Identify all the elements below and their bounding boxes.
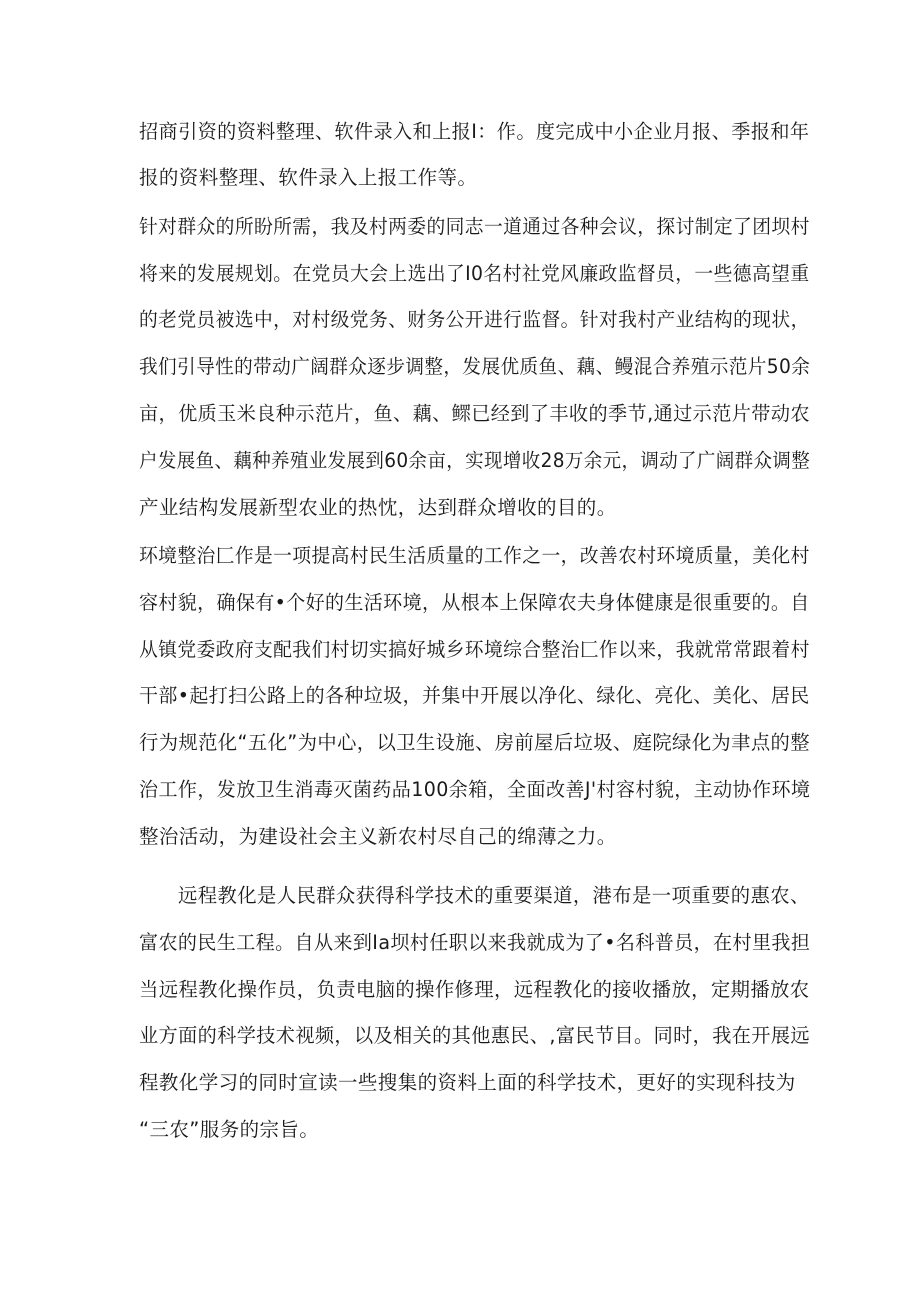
text-line: 治工作，发放卫生消毒灭菌药品100余箱，全面改善J'村容村貌，主动协作环境 bbox=[139, 778, 811, 801]
text-line: 我们引导性的带动广阔群众逐步调整，发展优质鱼、藕、鳗混合养殖示范片50余 bbox=[139, 355, 811, 378]
text-line: 报的资料整理、软件录入上报工作等。 bbox=[139, 166, 478, 189]
text-line: 当远程教化操作员，负责电脑的操作修理，远程教化的接收播放，定期播放农 bbox=[139, 978, 810, 1001]
text-line: 产业结构发展新型农业的热忱，达到群众增收的目的。 bbox=[139, 496, 617, 519]
text-line: 针对群众的所盼所需，我及村两委的同志一道通过各种会议，探讨制定了团坝村 bbox=[139, 215, 810, 238]
text-line: 亩，优质玉米良种示范片，鱼、藕、鳏已经到了丰收的季节,通过示范片带动农 bbox=[139, 402, 810, 425]
text-line: 户发展鱼、藕种养殖业发展到60余亩，实现增收28万余元，调动了广阔群众调整 bbox=[139, 449, 811, 472]
text-line: 行为规范化“五化”为中心，以卫生设施、房前屋后垃圾、庭院绿化为聿点的整 bbox=[139, 731, 810, 754]
text-line: 远程教化是人民群众获得科学技术的重要渠道，港布是一项重要的惠农、 bbox=[178, 884, 810, 907]
text-line: 业方面的科学技术视频，以及相关的其他惠民、,富民节目。同时，我在开展远 bbox=[139, 1024, 810, 1047]
text-line: 环境整治匚作是一项提高村民生活质量的工作之一，改善农村环境质量，美化村 bbox=[139, 544, 810, 567]
text-line: 容村貌，确保有•个好的生活环境，从根本上保障农夫身体健康是很重要的。自 bbox=[139, 591, 810, 614]
text-line: 招商引资的资料整理、软件录入和上报I：作。度完成中小企业月报、季报和年 bbox=[139, 120, 810, 143]
text-line: 的老党员被选中，对村级党务、财务公开进行监督。针对我村产业结构的现状， bbox=[139, 308, 810, 331]
text-line: “三农”服务的宗旨。 bbox=[139, 1118, 320, 1141]
text-line: 整治活动，为建设社会主义新农村尽自己的绵薄之力。 bbox=[139, 825, 617, 848]
text-line: 程教化学习的同时宣读一些搜集的资料上面的科学技术，更好的实现科技为 bbox=[139, 1071, 796, 1094]
text-line: 从镇党委政府支配我们村切实搞好城乡环境综合整治匚作以来，我就常常跟着村 bbox=[139, 638, 810, 661]
text-line: 将来的发展规划。在党员大会上选出了I0名村社党风廉政监督员，一些德高望重 bbox=[139, 262, 810, 285]
text-line: 干部•起打扫公路上的各种垃圾，并集中开展以净化、绿化、亮化、美化、居民 bbox=[139, 684, 810, 707]
text-line: 富农的民生工程。自从来到Ia坝村任职以来我就成为了•名科普员，在村里我担 bbox=[139, 931, 811, 954]
